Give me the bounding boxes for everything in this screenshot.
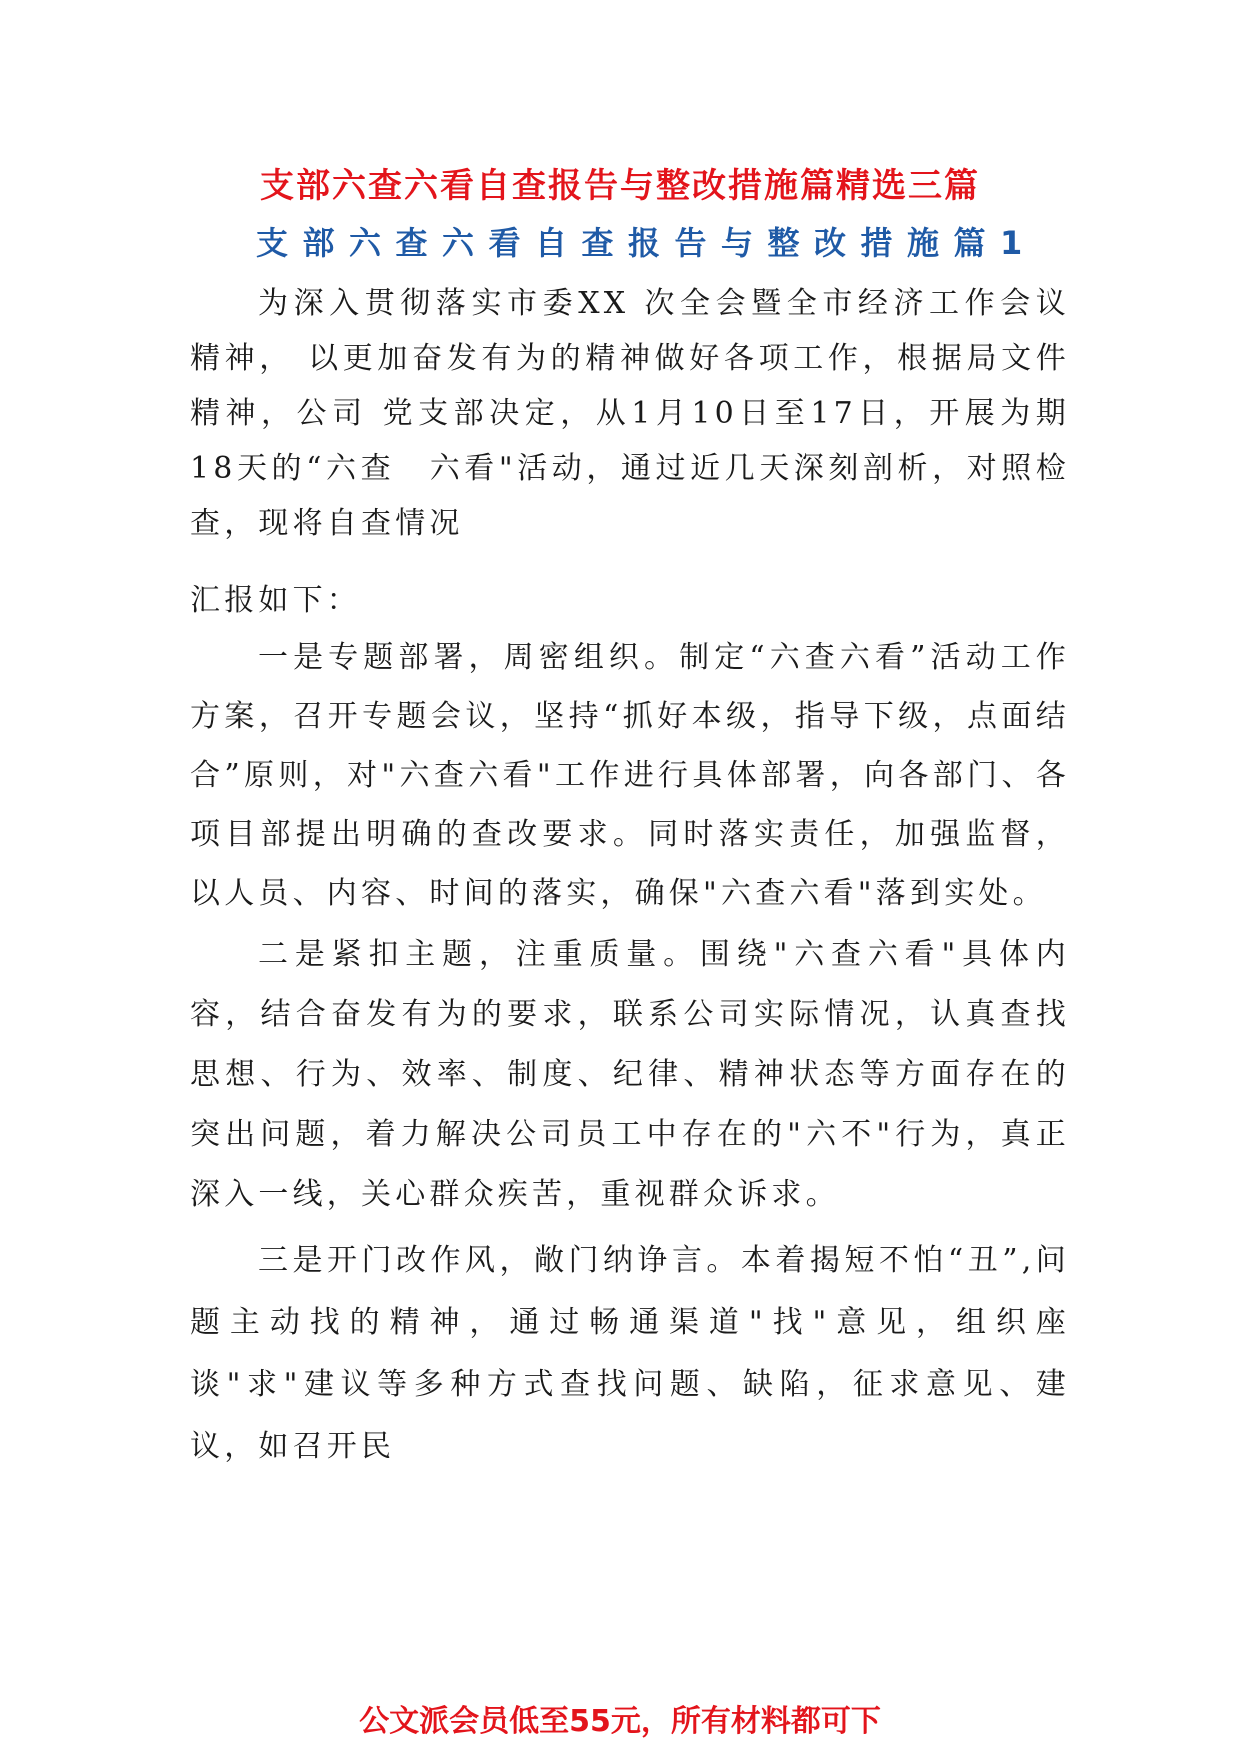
paragraph-point-one: 一是专题部署，周密组织。制定“六查六看”活动工作方案，召开专题会议，坚持“抓好本级，指导下级，点面结合”原则，对"六查六看"工作进行具体部署，向各部门、各项目部提出明确的查改要求。同时落实责任，加强监督，以人员、内容、时间的落实，确保"六查六看"落到实处。 — [190, 640, 1070, 911]
paragraph-point-three: 三是开门改作风，敞门纳诤言。本着揭短不怕“丑”,问题主动找的精神，通过畅通渠道"找"意见，组织座谈"求"建议等多种方式查找问题、缺陷，征求意见、建议，如召开民 — [190, 1243, 1070, 1464]
document-sub-title: 支部六查六看自查报告与整改措施篇1 — [256, 224, 1037, 262]
body-section-3 — [190, 628, 1070, 923]
body-section-2 — [190, 573, 1070, 628]
document-main-title: 支部六查六看自查报告与整改措施篇精选三篇 — [260, 166, 980, 206]
paragraph-point-two: 二是紧扣主题，注重质量。围绕"六查六看"具体内容，结合奋发有为的要求，联系公司实际情况，认真查找思想、行为、效率、制度、纪律、精神状态等方面存在的突出问题，着力解决公司员工中存在的"六不"行为，真正深入一线，关心群众疾苦，重视群众诉求。 — [190, 937, 1070, 1212]
footer-promo-banner: 公文派会员低至55元，所有材料都可下 — [359, 1704, 881, 1739]
paragraph-report-heading: 汇报如下： — [190, 583, 361, 618]
paragraph-intro: 为深入贯彻落实市委XX 次全会暨全市经济工作会议精神， 以更加奋发有为的精神做好各项工作，根据局文件精神，公司 党支部决定，从1月10日至17日，开展为期18天的“六查 六看"活动，通过近几天深刻剖析，对照检查，现将自查情况 — [190, 286, 1070, 541]
body-section-1 — [190, 276, 1070, 551]
body-section-4 — [190, 925, 1070, 1225]
body-section-5 — [190, 1230, 1070, 1478]
